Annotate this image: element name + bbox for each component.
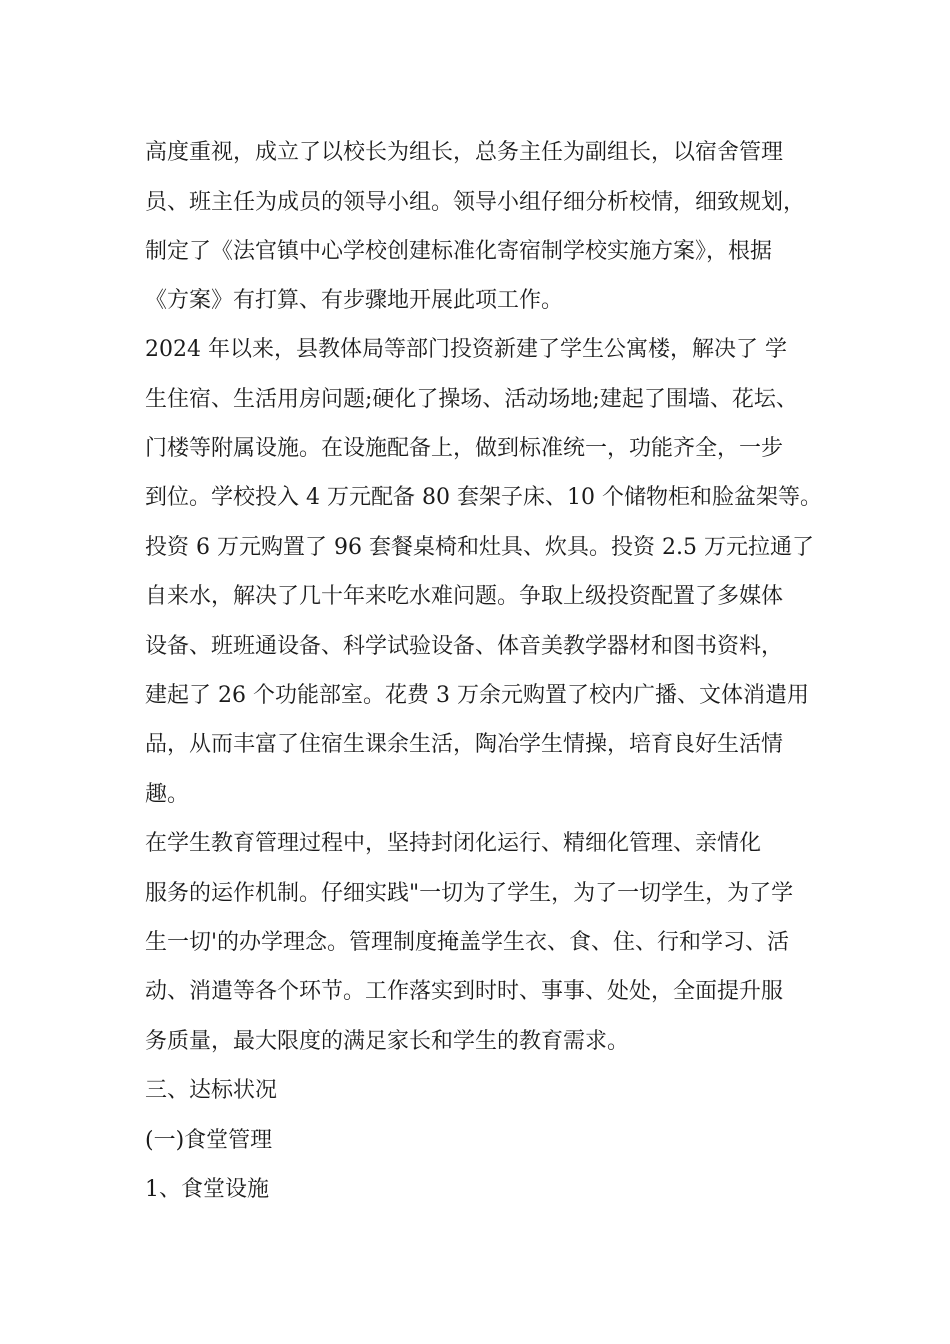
paragraph-line: 设备、班班通设备、科学试验设备、体音美教学器材和图书资料，	[145, 634, 784, 659]
paragraph-line: 门楼等附属设施。在设施配备上，做到标准统一，功能齐全，一步	[145, 436, 784, 461]
paragraph-line: 制定了《法官镇中心学校创建标准化寄宿制学校实施方案》，根据	[145, 239, 773, 264]
paragraph-line: 务质量，最大限度的满足家长和学生的教育需求。	[145, 1029, 630, 1054]
paragraph-line: 员、班主任为成员的领导小组。领导小组仔细分析校情，细致规划，	[145, 190, 806, 215]
paragraph-line: 趣。	[145, 782, 190, 807]
paragraph-line: 品，从而丰富了住宿生课余生活，陶冶学生情操，培育良好生活情	[145, 732, 784, 757]
item-heading: 1、食堂设施	[145, 1177, 269, 1202]
paragraph-line: 建起了 26 个功能部室。花费 3 万余元购置了校内广播、文体消遣用	[145, 683, 809, 708]
paragraph-line: 投资 6 万元购置了 96 套餐桌椅和灶具、炊具。投资 2.5 万元拉通了	[145, 535, 814, 560]
paragraph-line: 2024 年以来，县教体局等部门投资新建了学生公寓楼，解决了 学	[145, 337, 787, 362]
paragraph-line: 生一切'的办学理念。管理制度掩盖学生衣、食、住、行和学习、活	[145, 930, 790, 955]
paragraph-line: 动、消遣等各个环节。工作落实到时时、事事、处处，全面提升服	[145, 979, 784, 1004]
paragraph-line: 高度重视，成立了以校长为组长，总务主任为副组长，以宿舍管理	[145, 140, 784, 165]
paragraph-line: 自来水，解决了几十年来吃水难问题。争取上级投资配置了多媒体	[145, 584, 784, 609]
section-heading: 三、达标状况	[145, 1078, 278, 1103]
paragraph-line: 在学生教育管理过程中，坚持封闭化运行、精细化管理、亲情化	[145, 831, 762, 856]
paragraph-line: 生住宿、生活用房问题;硬化了操场、活动场地;建起了围墙、花坛、	[145, 387, 798, 412]
paragraph-line: 到位。学校投入 4 万元配备 80 套架子床、10 个储物柜和脸盆架等。	[145, 485, 822, 510]
paragraph-line: 《方案》有打算、有步骤地开展此项工作。	[145, 288, 564, 313]
subsection-heading: (一)食堂管理	[145, 1128, 273, 1153]
paragraph-line: 服务的运作机制。仔细实践"一切为了学生，为了一切学生，为了学	[145, 881, 794, 906]
